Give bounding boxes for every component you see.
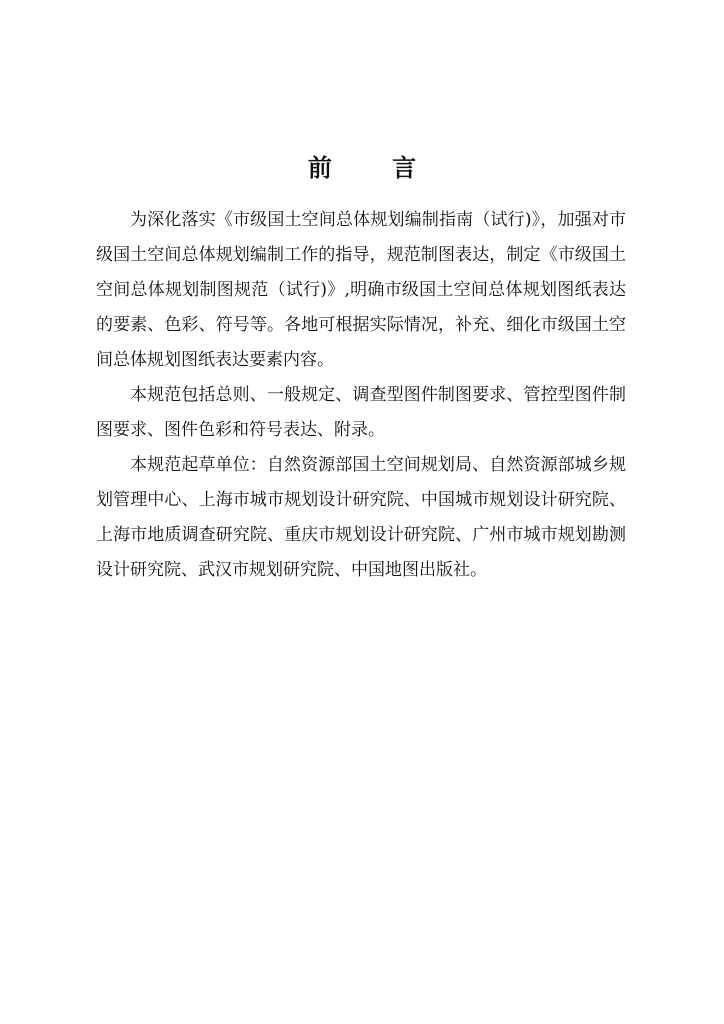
page-title: 前 言: [307, 154, 443, 182]
paragraph-purpose: 为深化落实《市级国土空间总体规划编制指南（试行)》，加强对市级国土空间总体规划编制工作的指导，规范制图表达，制定《市级国土空间总体规划制图规范（试行)》,明确市级国土空间总体规划图纸表达的要素、色彩、符号等。各地可根据实际情况，补充、细化市级国土空间总体规划图纸表达要素内容。: [96, 210, 626, 370]
document-body: [96, 203, 626, 588]
paragraph-contents: 本规范包括总则、一般规定、调查型图件制图要求、管控型图件制图要求、图件色彩和符号表达、附录。: [96, 385, 626, 440]
paragraph-drafting-units: 本规范起草单位：自然资源部国土空间规划局、自然资源部城乡规划管理中心、上海市城市规划设计研究院、中国城市规划设计研究院、上海市地质调查研究院、重庆市规划设计研究院、广州市城市规划勘测设计研究院、武汉市规划研究院、中国地图出版社。: [96, 455, 626, 580]
